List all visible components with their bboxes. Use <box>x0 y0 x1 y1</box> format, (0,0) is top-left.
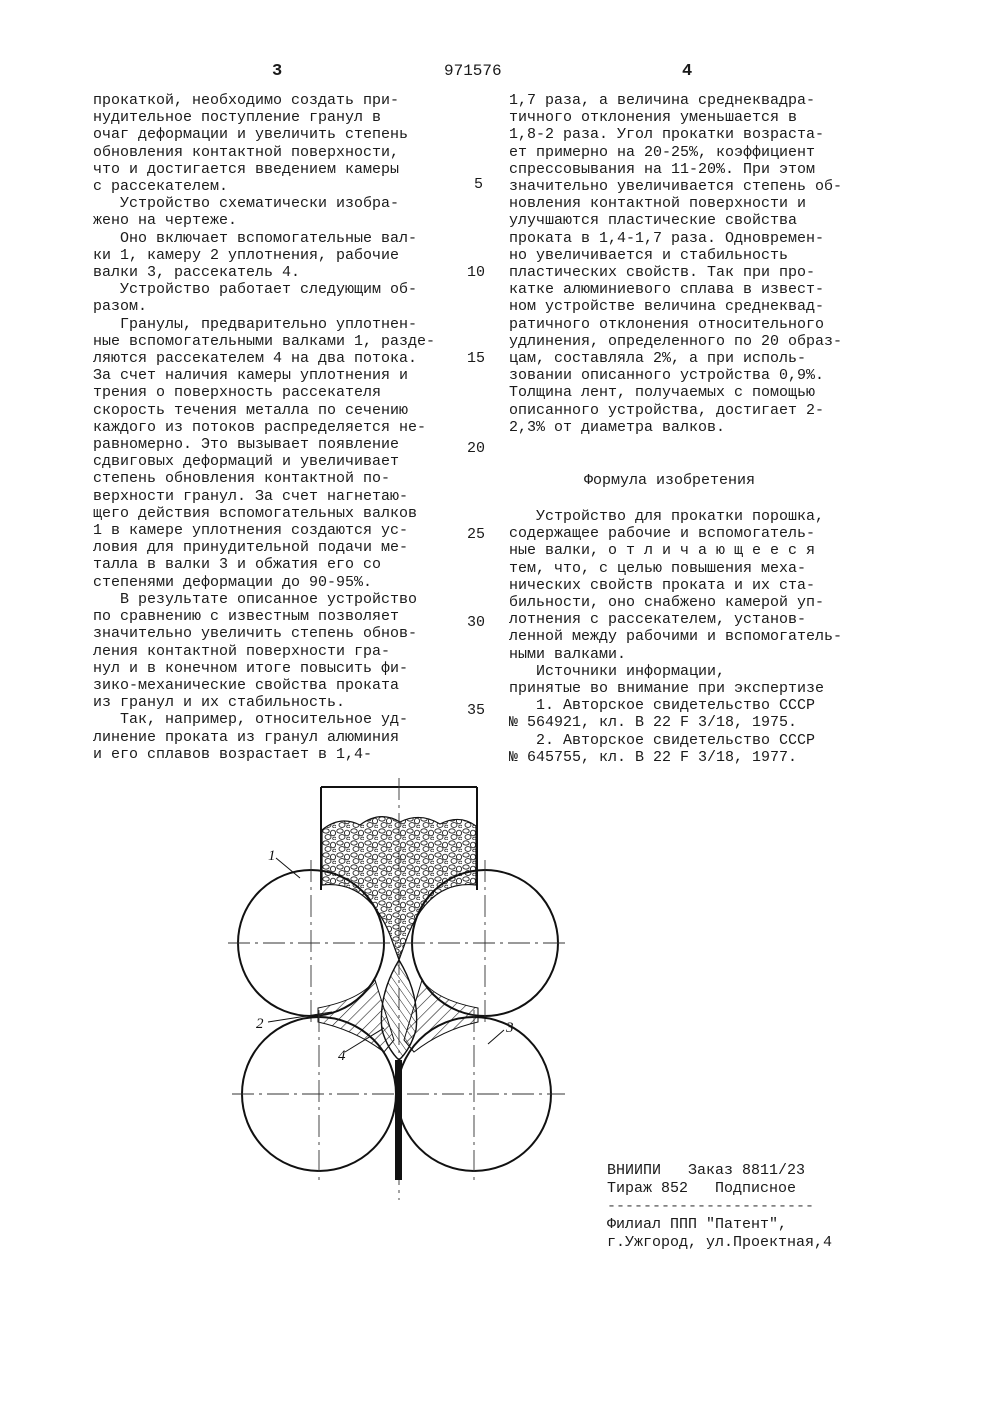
figure-label-chamber: 2 <box>256 1016 264 1032</box>
text-line: катке алюминиевого сплава в извест- <box>509 281 825 299</box>
text-line: улучшаются пластические свойства <box>509 212 798 230</box>
patent-number: 971576 <box>444 62 502 80</box>
formula-line: 2. Авторское свидетельство СССР <box>509 731 816 749</box>
formula-line: Источники информации, <box>509 662 726 680</box>
text-line: что и достигается введением камеры <box>93 160 400 178</box>
figure-label-divider: 4 <box>338 1048 346 1064</box>
text-line: прокаткой, необходимо создать при- <box>93 92 400 109</box>
line-number-10: 10 <box>467 264 486 281</box>
text-line: спрессовывания на 11-20%. При этом <box>509 160 816 178</box>
imprint-branch: Филиал ППП "Патент", <box>607 1216 788 1233</box>
text-line: Толщина лент, получаемых с помощью <box>509 384 816 402</box>
text-line: ловия для принудительной подачи ме- <box>93 539 409 557</box>
text-line: каждого из потоков распределяется не- <box>93 418 427 436</box>
text-line: валки 3, рассекатель 4. <box>93 264 301 282</box>
formula-line: № 564921, кл. В 22 F 3/18, 1975. <box>509 714 798 732</box>
line-number-15: 15 <box>467 350 486 367</box>
formula-line: Устройство для прокатки порошка, <box>509 508 825 525</box>
text-line: нул и в конечном итоге повысить фи- <box>93 659 409 677</box>
imprint-order: ВНИИПИ Заказ 8811/23 <box>607 1162 806 1179</box>
rolled-strip <box>395 1060 402 1180</box>
text-line: значительно увеличить степень обнов- <box>93 625 418 643</box>
line-number-5: 5 <box>474 176 484 193</box>
text-line: Гранулы, предварительно уплотнен- <box>93 315 418 333</box>
text-line: 1,7 раза, а величина среднеквадра- <box>509 92 816 109</box>
formula-title: Формула изобретения <box>584 472 756 489</box>
text-line: очаг деформации и увеличить степень <box>93 126 409 144</box>
text-line: Устройство работает следующим об- <box>93 281 418 299</box>
text-line: описанного устройства, достигает 2- <box>509 401 825 419</box>
line-number-30: 30 <box>467 614 486 631</box>
text-line: щего действия вспомогательных валков <box>93 504 418 522</box>
text-line: В результате описанное устройство <box>93 590 418 608</box>
text-line: трения о поверхность рассекателя <box>93 384 382 402</box>
text-line: линение проката из гранул алюминия <box>93 728 400 746</box>
text-line: ном устройстве величина среднеквад- <box>509 298 825 316</box>
imprint-block <box>607 1162 832 1252</box>
text-line: жено на чертеже. <box>93 212 238 230</box>
formula-line: содержащее рабочие и вспомогатель- <box>509 525 816 543</box>
formula-line: лотнения с рассекателем, установ- <box>509 611 807 629</box>
figure-label-work-rolls: 3 <box>506 1020 514 1036</box>
text-line: За счет наличия камеры уплотнения и <box>93 367 409 385</box>
text-line: цам, составляла 2%, а при исполь- <box>509 350 807 368</box>
text-line: тичного отклонения уменьшается в <box>509 109 798 127</box>
line-number-35: 35 <box>467 702 486 719</box>
formula-line: 1. Авторское свидетельство СССР <box>509 697 816 715</box>
text-line: обновления контактной поверхности, <box>93 143 400 161</box>
formula-line: № 645755, кл. В 22 F 3/18, 1977. <box>509 748 798 766</box>
text-line: сдвиговых деформаций и увеличивает <box>93 453 400 471</box>
line-number-20: 20 <box>467 440 486 457</box>
text-line: ления контактной поверхности гра- <box>93 642 391 660</box>
text-line: талла в валки 3 и обжатия его со <box>93 556 382 574</box>
text-line: разом. <box>93 298 148 316</box>
formula-line: нических свойств проката и их ста- <box>509 576 816 594</box>
text-line: нудительное поступление гранул в <box>93 109 382 127</box>
text-line: по сравнению с известным позволяет <box>93 608 400 626</box>
text-line: 1,8-2 раза. Угол прокатки возраста- <box>509 126 825 144</box>
imprint-address: г.Ужгород, ул.Проектная,4 <box>607 1234 833 1251</box>
formula-line: принятые во внимание при экспертизе <box>509 680 825 698</box>
text-line: равномерно. Это вызывает появление <box>93 436 400 454</box>
text-line: ки 1, камеру 2 уплотнения, рабочие <box>93 246 400 264</box>
formula-line: тем, что, с целью повышения меха- <box>509 559 807 577</box>
imprint-separator: ----------------------- <box>607 1198 815 1215</box>
imprint-circulation: Тираж 852 Подписное <box>607 1180 797 1197</box>
text-line: с рассекателем. <box>93 178 229 196</box>
figure-label-aux-rolls: 1 <box>268 848 276 864</box>
text-line: новления контактной поверхности и <box>509 195 807 213</box>
text-line: Устройство схематически изобра- <box>93 195 400 213</box>
formula-line: ными валками. <box>509 645 627 663</box>
page-number-left: 3 <box>272 62 283 81</box>
text-line: ляются рассекателем 4 на два потока. <box>93 350 418 368</box>
text-line: степенями деформации до 90-95%. <box>93 573 373 591</box>
text-line: проката в 1,4-1,7 раза. Одновремен- <box>509 229 825 247</box>
text-line: 2,3% от диаметра валков. <box>509 418 726 436</box>
text-line: скорость течения металла по сечению <box>93 401 409 419</box>
formula-line: ленной между рабочими и вспомогатель- <box>509 628 843 646</box>
text-line: степень обновления контактной по- <box>93 470 391 488</box>
text-line: ратичного отклонения относительного <box>509 315 825 333</box>
text-line: удлинения, определенного по 20 образ- <box>509 332 843 350</box>
text-line: ет примерно на 20-25%, коэффициент <box>509 143 816 161</box>
granule-fill <box>322 817 476 960</box>
text-line: из гранул и их стабильность. <box>93 694 346 712</box>
text-line: но увеличивается и стабильность <box>509 246 789 264</box>
text-line: и его сплавов возрастает в 1,4- <box>93 745 373 763</box>
text-line: зовании описанного устройства 0,9%. <box>509 367 825 385</box>
text-line: Так, например, относительное уд- <box>93 711 409 729</box>
text-line: пластических свойств. Так при про- <box>509 264 816 282</box>
text-line: значительно увеличивается степень об- <box>509 178 843 196</box>
text-line: Оно включает вспомогательные вал- <box>93 229 418 247</box>
text-line: 1 в камере уплотнения создаются ус- <box>93 522 409 540</box>
line-number-25: 25 <box>467 526 486 543</box>
text-line: верхности гранул. За счет нагнетаю- <box>93 487 409 505</box>
formula-line: бильности, оно снабжено камерой уп- <box>509 594 825 612</box>
formula-line: ные валки, о т л и ч а ю щ е е с я <box>509 542 816 560</box>
page-number-right: 4 <box>682 62 693 81</box>
text-line: ные вспомогательными валками 1, разде- <box>93 332 436 350</box>
text-line: зико-механические свойства проката <box>93 676 400 694</box>
